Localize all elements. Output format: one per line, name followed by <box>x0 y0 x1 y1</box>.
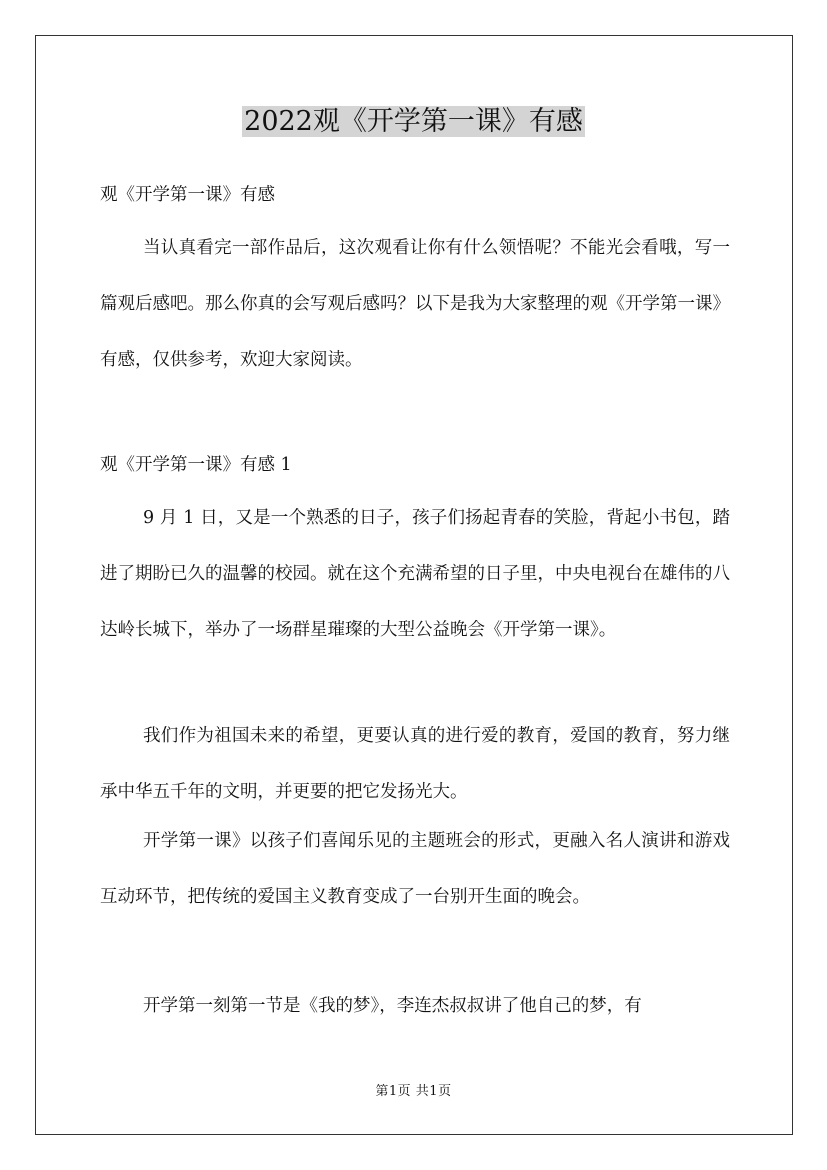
document-title <box>0 100 827 144</box>
intro-paragraph: 当认真看完一部作品后，这次观看让你有什么领悟呢？不能光会看哦，写一篇观后感吧。那么你真的会写观后感吗？以下是我为大家整理的观《开学第一课》有感，仅供参考，欢迎大家阅读。 <box>100 238 730 370</box>
body-paragraph: 9 月 1 日，又是一个熟悉的日子，孩子们扬起青春的笑脸，背起小书包，踏进了期盼已久的温馨的校园。就在这个充满希望的日子里，中央电视台在雄伟的八达岭长城下，举办了一场群星璀璨的大型公益晚会《开学第一课》。 <box>100 508 730 640</box>
subtitle: 观《开学第一课》有感 <box>100 185 275 205</box>
document-title-text: 2022观《开学第一课》有感 <box>244 106 583 137</box>
section-heading-1: 观《开学第一课》有感 1 <box>100 455 292 475</box>
page-footer: 第1页 共1页 <box>375 1084 452 1099</box>
body-paragraph: 开学第一课》以孩子们喜闻乐见的主题班会的形式，更融入名人演讲和游戏互动环节，把传统的爱国主义教育变成了一台别开生面的晚会。 <box>100 831 730 907</box>
body-paragraph: 开学第一刻第一节是《我的梦》，李连杰叔叔讲了他自己的梦，有 <box>143 996 642 1016</box>
body-paragraph: 我们作为祖国未来的希望，更要认真的进行爱的教育，爱国的教育，努力继承中华五千年的文明，并更要的把它发扬光大。 <box>100 726 730 802</box>
